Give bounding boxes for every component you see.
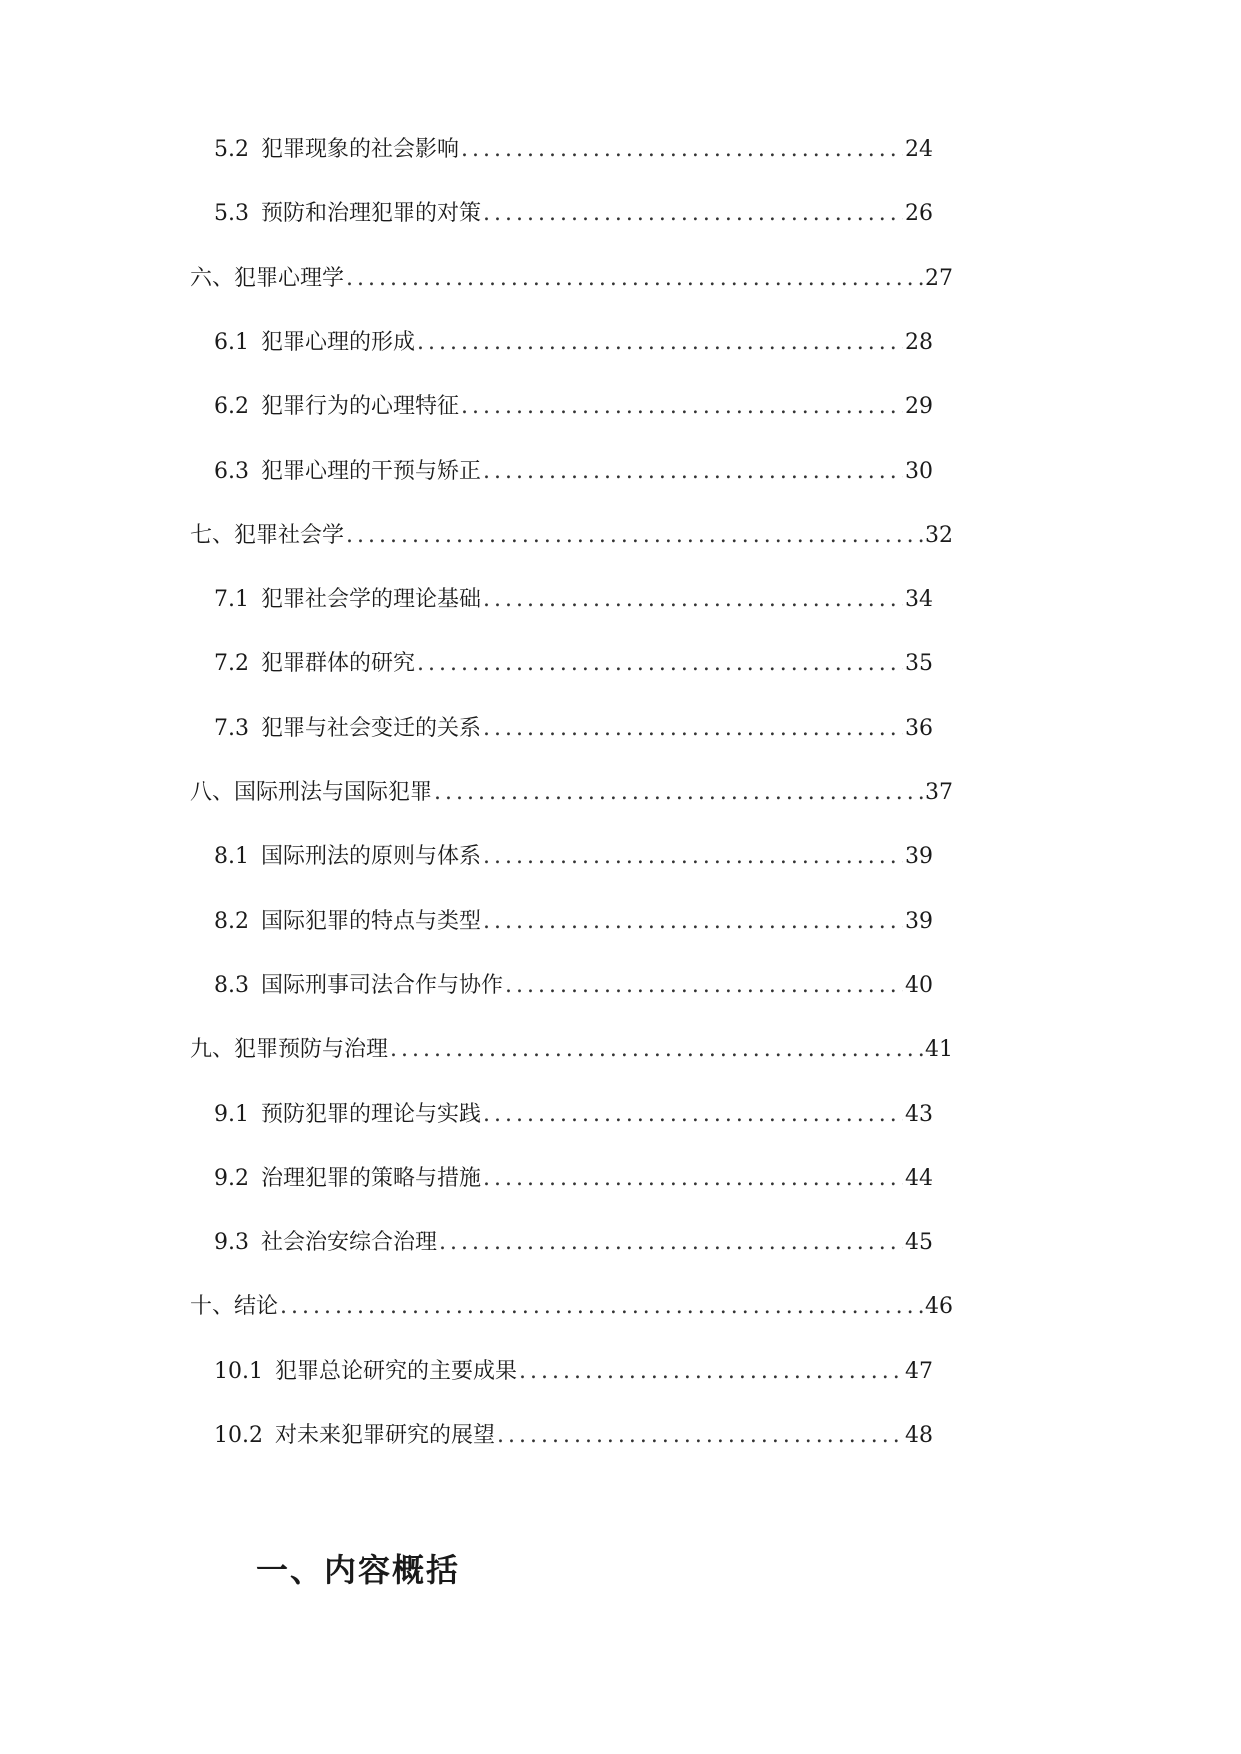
toc-entry-title: 国际刑法与国际犯罪 bbox=[234, 780, 433, 805]
toc-entry-label bbox=[214, 712, 481, 746]
toc-page-number: 36 bbox=[905, 716, 933, 741]
toc-entry-title: 犯罪预防与治理 bbox=[234, 1037, 389, 1062]
toc-entry-title: 犯罪心理学 bbox=[234, 266, 345, 291]
toc-leader-dots bbox=[417, 326, 903, 360]
toc-entry-label bbox=[214, 1162, 481, 1196]
toc-leader-dots bbox=[390, 1033, 923, 1067]
toc-entry-title: 犯罪社会学的理论基础 bbox=[261, 587, 482, 612]
toc-entry-label bbox=[214, 840, 481, 874]
toc-entry-label bbox=[214, 1098, 481, 1132]
toc-entry-number: 6.2 bbox=[214, 394, 249, 419]
toc-page-number: 39 bbox=[905, 844, 933, 869]
toc-entry[interactable] bbox=[214, 390, 933, 424]
toc-leader-dots bbox=[497, 1419, 903, 1453]
toc-entry[interactable] bbox=[214, 969, 933, 1003]
toc-page-number: 27 bbox=[925, 266, 953, 291]
toc-leader-dots bbox=[483, 583, 903, 617]
toc-entry-number: 5.2 bbox=[214, 137, 249, 162]
toc-entry-label bbox=[214, 326, 415, 360]
toc-leader-dots bbox=[519, 1355, 903, 1389]
toc-entry[interactable] bbox=[190, 1290, 953, 1324]
toc-page-number: 37 bbox=[925, 780, 953, 805]
toc-entry-number: 7.2 bbox=[214, 651, 249, 676]
toc-leader-dots bbox=[439, 1226, 903, 1260]
toc-entry-label bbox=[190, 1033, 388, 1067]
toc-entry-number: 八、 bbox=[190, 780, 235, 805]
toc-entry-title: 国际犯罪的特点与类型 bbox=[261, 909, 482, 934]
toc-entry-title: 犯罪社会学 bbox=[234, 523, 345, 548]
toc-entry-title: 犯罪现象的社会影响 bbox=[261, 137, 460, 162]
toc-leader-dots bbox=[417, 647, 903, 681]
toc-page-number: 29 bbox=[905, 394, 933, 419]
toc-entry-number: 7.3 bbox=[214, 716, 249, 741]
toc-entry-number: 6.1 bbox=[214, 330, 249, 355]
toc-page-number: 44 bbox=[905, 1166, 933, 1191]
toc-entry-label bbox=[214, 390, 459, 424]
toc-entry-number: 7.1 bbox=[214, 587, 249, 612]
toc-entry-number: 十、 bbox=[190, 1294, 235, 1319]
toc-entry-label bbox=[190, 1290, 278, 1324]
toc-leader-dots bbox=[483, 712, 903, 746]
toc-entry-number: 8.2 bbox=[214, 909, 249, 934]
toc-page-number: 24 bbox=[905, 137, 933, 162]
toc-page-number: 41 bbox=[925, 1037, 953, 1062]
toc-entry-label bbox=[214, 969, 503, 1003]
toc-entry[interactable] bbox=[214, 326, 933, 360]
toc-entry-title: 社会治安综合治理 bbox=[261, 1230, 438, 1255]
toc-entry-number: 5.3 bbox=[214, 201, 249, 226]
toc-page-number: 35 bbox=[905, 651, 933, 676]
toc-entry-title: 预防和治理犯罪的对策 bbox=[261, 201, 482, 226]
toc-page-number: 48 bbox=[905, 1423, 933, 1448]
toc-leader-dots bbox=[434, 776, 923, 810]
toc-entry-label bbox=[190, 519, 344, 553]
toc-entry-title: 犯罪与社会变迁的关系 bbox=[261, 716, 482, 741]
toc-page-number: 26 bbox=[905, 201, 933, 226]
toc-leader-dots bbox=[483, 1098, 903, 1132]
toc-entry-title: 预防犯罪的理论与实践 bbox=[261, 1102, 482, 1127]
toc-leader-dots bbox=[346, 262, 923, 296]
toc-entry[interactable] bbox=[214, 712, 933, 746]
toc-entry-title: 犯罪群体的研究 bbox=[261, 651, 416, 676]
toc-entry-label bbox=[214, 455, 481, 489]
toc-leader-dots bbox=[346, 519, 923, 553]
toc-page-number: 40 bbox=[905, 973, 933, 998]
toc-leader-dots bbox=[461, 390, 903, 424]
toc-leader-dots bbox=[483, 840, 903, 874]
toc-entry[interactable] bbox=[214, 455, 933, 489]
toc-entry-number: 10.2 bbox=[214, 1423, 263, 1448]
toc-page-number: 28 bbox=[905, 330, 933, 355]
toc-entry-title: 犯罪心理的干预与矫正 bbox=[261, 459, 482, 484]
toc-entry-number: 七、 bbox=[190, 523, 235, 548]
toc-page-number: 30 bbox=[905, 459, 933, 484]
toc-entry[interactable] bbox=[214, 1098, 933, 1132]
toc-entry[interactable] bbox=[190, 1033, 953, 1067]
toc-leader-dots bbox=[483, 905, 903, 939]
toc-entry-number: 8.1 bbox=[214, 844, 249, 869]
toc-entry[interactable] bbox=[190, 519, 953, 553]
toc-leader-dots bbox=[483, 455, 903, 489]
toc-entry-number: 9.3 bbox=[214, 1230, 249, 1255]
toc-leader-dots bbox=[461, 133, 903, 167]
toc-page-number: 43 bbox=[905, 1102, 933, 1127]
toc-entry-title: 犯罪心理的形成 bbox=[261, 330, 416, 355]
toc-entry-label bbox=[214, 1226, 437, 1260]
toc-entry-title: 对未来犯罪研究的展望 bbox=[274, 1423, 495, 1448]
toc-entry-number: 六、 bbox=[190, 266, 235, 291]
toc-page-number: 45 bbox=[905, 1230, 933, 1255]
section-heading: 一、内容概括 bbox=[256, 1551, 461, 1589]
toc-entry[interactable] bbox=[214, 905, 933, 939]
toc-entry-number: 九、 bbox=[190, 1037, 235, 1062]
toc-entry-number: 9.1 bbox=[214, 1102, 249, 1127]
toc-page-number: 34 bbox=[905, 587, 933, 612]
toc-page-number: 46 bbox=[925, 1294, 953, 1319]
toc-entry-title: 国际刑事司法合作与协作 bbox=[261, 973, 504, 998]
toc-entry-number: 9.2 bbox=[214, 1166, 249, 1191]
toc-entry-number: 6.3 bbox=[214, 459, 249, 484]
toc-entry-title: 犯罪总论研究的主要成果 bbox=[274, 1359, 517, 1384]
toc-entry-label bbox=[190, 262, 344, 296]
toc-entry[interactable] bbox=[214, 197, 933, 231]
toc-entry[interactable] bbox=[214, 647, 933, 681]
toc-entry-label bbox=[214, 133, 459, 167]
toc-page-number: 39 bbox=[905, 909, 933, 934]
toc-entry[interactable] bbox=[190, 262, 953, 296]
toc-leader-dots bbox=[483, 1162, 903, 1196]
toc-entry[interactable] bbox=[214, 840, 933, 874]
toc-entry-label bbox=[214, 583, 481, 617]
toc-entry-label bbox=[190, 776, 432, 810]
toc-entry[interactable] bbox=[214, 1355, 933, 1389]
toc-entry[interactable] bbox=[214, 133, 933, 167]
toc-leader-dots bbox=[280, 1290, 923, 1324]
toc-entry-title: 治理犯罪的策略与措施 bbox=[261, 1166, 482, 1191]
toc-page-number: 32 bbox=[925, 523, 953, 548]
toc-entry[interactable] bbox=[214, 1162, 933, 1196]
toc-entry-title: 犯罪行为的心理特征 bbox=[261, 394, 460, 419]
toc-entry-number: 10.1 bbox=[214, 1359, 263, 1384]
toc-entry-number: 8.3 bbox=[214, 973, 249, 998]
toc-entry-label bbox=[214, 647, 415, 681]
toc-entry-title: 国际刑法的原则与体系 bbox=[261, 844, 482, 869]
toc-leader-dots bbox=[483, 197, 903, 231]
toc-entry-label bbox=[214, 1355, 517, 1389]
toc-entry[interactable] bbox=[214, 1419, 933, 1453]
toc-entry-label bbox=[214, 197, 481, 231]
toc-entry-label bbox=[214, 905, 481, 939]
toc-leader-dots bbox=[505, 969, 903, 1003]
toc-page-number: 47 bbox=[905, 1359, 933, 1384]
toc-entry[interactable] bbox=[190, 776, 953, 810]
toc-entry-title: 结论 bbox=[234, 1294, 279, 1319]
toc-entry[interactable] bbox=[214, 583, 933, 617]
toc-entry[interactable] bbox=[214, 1226, 933, 1260]
toc-entry-label bbox=[214, 1419, 495, 1453]
